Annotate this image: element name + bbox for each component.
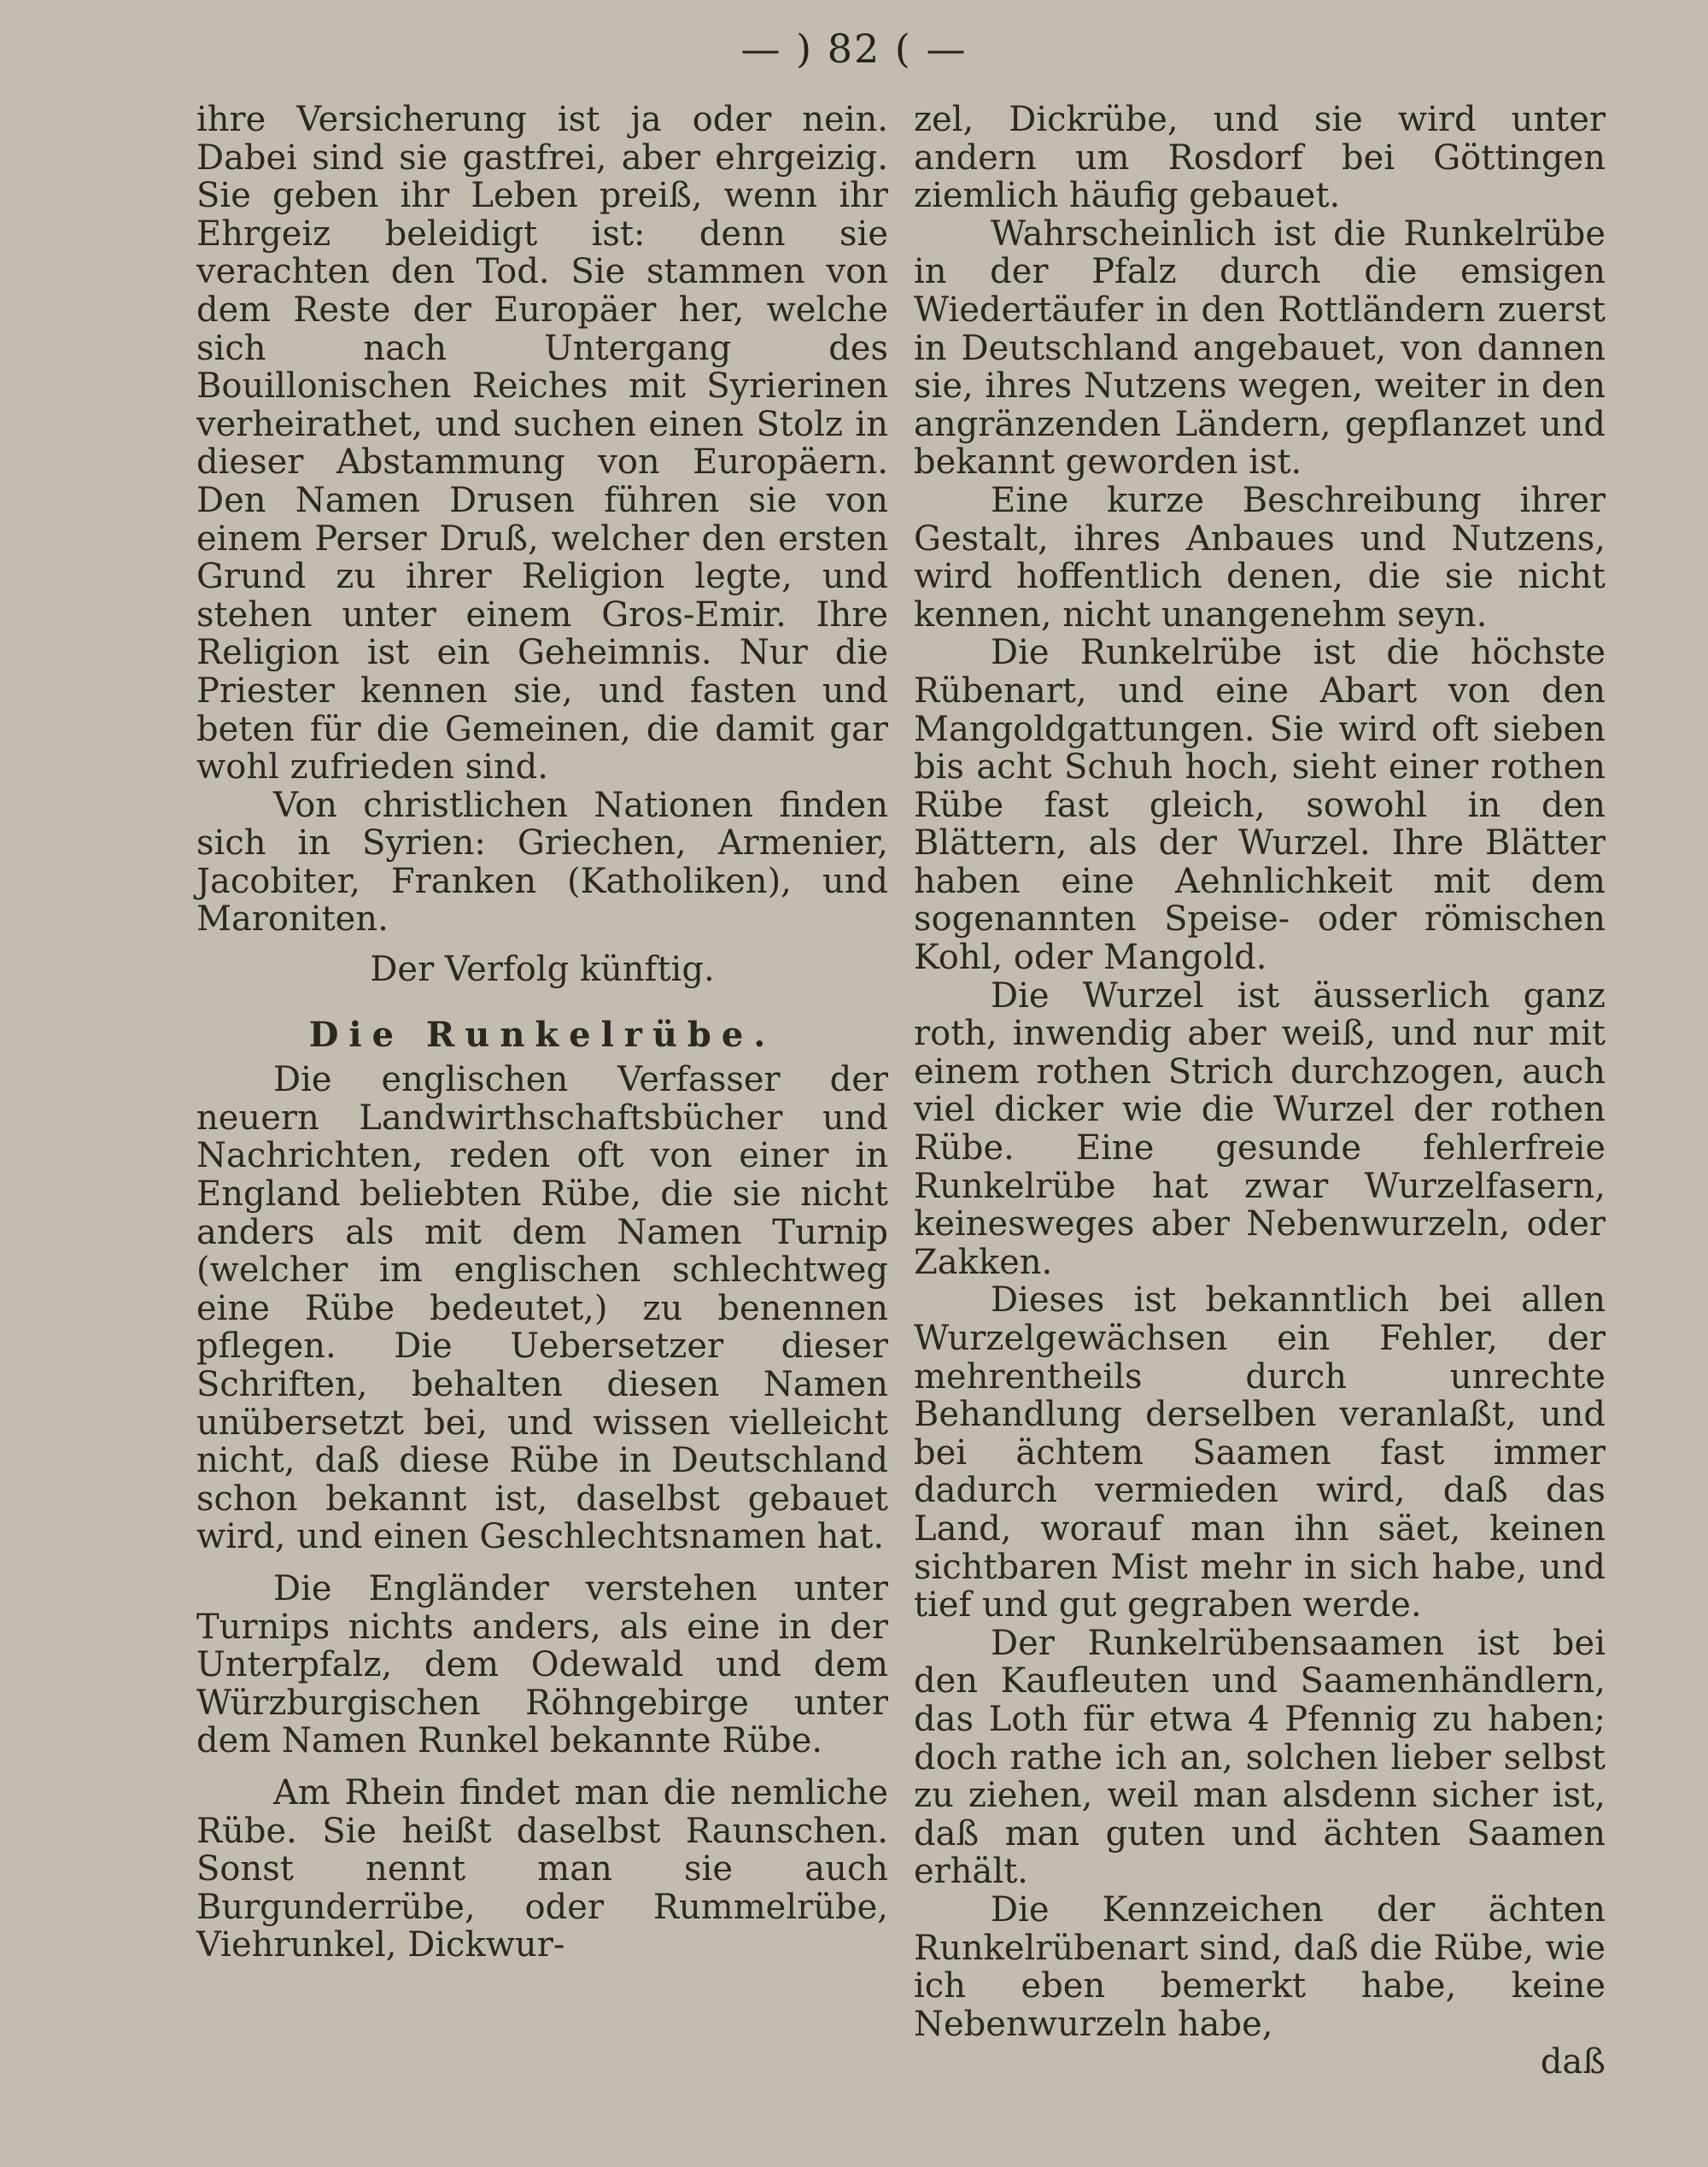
paragraph: Der Runkelrübensaamen ist bei den Kaufleuten und Saamenhändlern, das Loth für etwa 4 Pfennig zu haben; doch rathe ich an, solchen lieber selbst zu ziehen, weil man alsdenn sicher ist, daß man guten und ächten Saamen erhält. bbox=[914, 1623, 1606, 1892]
paragraph: ihre Versicherung ist ja oder nein. Dabei sind sie gastfrei, aber ehrgeizig. Sie geben ihr Leben preiß, wenn ihr Ehrgeiz beleidigt ist: denn sie verachten den Tod. Sie stammen von dem Reste der Europäer her, welche sich nach Untergang des Bouillonischen Reiches mit Syrierinen verheirathet, und suchen einen Stolz in dieser Abstammung von Europäern. Den Namen Drusen führen sie von einem Perser Druß, welcher den ersten Grund zu ihrer Religion legte, und stehen unter einem Gros-Emir. Ihre Religion ist ein Geheimnis. Nur die Priester kennen sie, und fasten und beten für die Gemeinen, die damit gar wohl zufrieden sind. bbox=[196, 100, 888, 788]
paragraph: Am Rhein findet man die nemliche Rübe. Sie heißt daselbst Raunschen. Sonst nennt man sie auch Burgunderrübe, oder Rummelrübe, Viehrunkel, Dickwur- bbox=[196, 1772, 888, 1965]
left-column bbox=[196, 101, 888, 1965]
paragraph: Die Engländer verstehen unter Turnips nichts anders, als eine in der Unterpfalz, dem Odewald und dem Würzburgischen Röhngebirge unter dem Namen Runkel bekannte Rübe. bbox=[196, 1568, 888, 1761]
right-column bbox=[914, 101, 1606, 2082]
paragraph: Die Wurzel ist äusserlich ganz roth, inwendig aber weiß, und nur mit einem rothen Strich durchzogen, auch viel dicker wie die Wurzel der rothen Rübe. Eine gesunde fehlerfreie Runkelrübe hat zwar Wurzelfasern, keinesweges aber Nebenwurzeln, oder Zakken. bbox=[914, 975, 1606, 1282]
section-heading: Die Runkelrübe. bbox=[308, 1014, 776, 1055]
paragraph: Eine kurze Beschreibung ihrer Gestalt, ihres Anbaues und Nutzens, wird hoffentlich denen, die sie nicht kennen, nicht unangenehm seyn. bbox=[914, 480, 1606, 635]
paragraph: Wahrscheinlich ist die Runkelrübe in der Pfalz durch die emsigen Wiedertäufer in den Rottländern zuerst in Deutschland angebauet, von dannen sie, ihres Nutzens wegen, weiter in den angränzenden Ländern, gepflanzet und bekannt geworden ist. bbox=[914, 214, 1606, 483]
catchword: daß bbox=[1540, 2042, 1606, 2082]
paragraph: Die englischen Verfasser der neuern Landwirthschaftsbücher und Nachrichten, reden oft von einer in England beliebten Rübe, die sie nicht anders als mit dem Namen Turnip (welcher im englischen schlechtweg eine Rübe bedeutet,) zu benennen pflegen. Die Uebersetzer dieser Schriften, behalten diesen Namen unübersetzt bei, und wissen vielleicht nicht, daß diese Rübe in Deutschland schon bekannt ist, daselbst gebauet wird, und einen Geschlechtsnamen hat. bbox=[196, 1060, 888, 1557]
page-number bbox=[0, 26, 1708, 72]
paragraph: Von christlichen Nationen finden sich in Syrien: Griechen, Armenier, Jacobiter, Franken (Katholiken), und Maroniten. bbox=[196, 785, 888, 940]
paragraph: zel, Dickrübe, und sie wird unter andern um Rosdorf bei Göttingen ziemlich häufig gebauet. bbox=[914, 100, 1606, 216]
paragraph: Die Kennzeichen der ächten Runkelrübenart sind, daß die Rübe, wie ich eben bemerkt habe, keine Nebenwurzeln habe, bbox=[914, 1889, 1606, 2044]
page-number-text: — ) 82 ( — bbox=[740, 26, 968, 72]
continuation-notice: Der Verfolg künftig. bbox=[370, 950, 715, 990]
paragraph: Dieses ist bekanntlich bei allen Wurzelgewächsen ein Fehler, der mehrentheils durch unrechte Behandlung derselben veranlaßt, und bei ächtem Saamen fast immer dadurch vermieden wird, daß das Land, worauf man ihn säet, keinen sichtbaren Mist mehr in sich habe, und tief und gut gegraben werde. bbox=[914, 1280, 1606, 1625]
paragraph: Die Runkelrübe ist die höchste Rübenart, und eine Abart von den Mangoldgattungen. Sie wird oft sieben bis acht Schuh hoch, sieht einer rothen Rübe fast gleich, sowohl in den Blättern, als der Wurzel. Ihre Blätter haben eine Aehnlichkeit mit dem sogenannten Speise- oder römischen Kohl, oder Mangold. bbox=[914, 633, 1606, 978]
